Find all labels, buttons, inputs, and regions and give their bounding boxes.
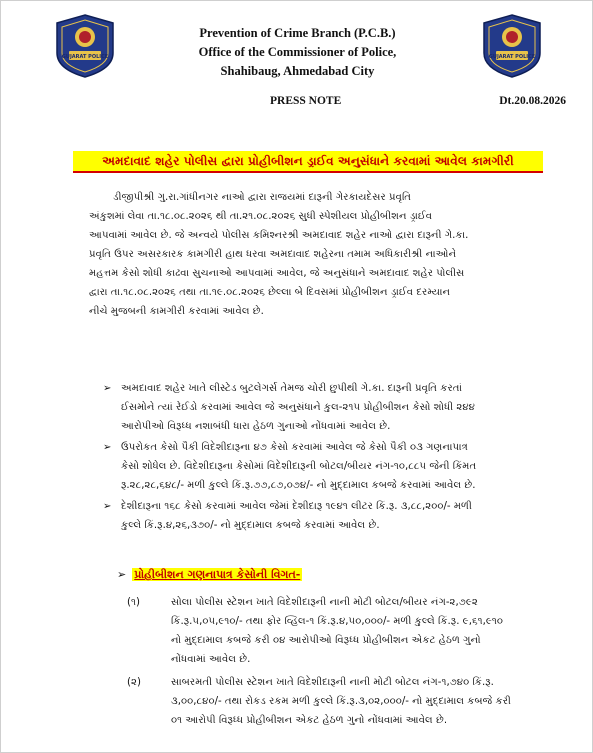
bullet-line: કેસો શોધેલ છે. વિદેશીદારૂના કેસોમાં વિદેશીદારૂની બોટલ/બીયર નંગ-૧૦,૮૮૫ જેની કિંમત (121, 461, 477, 472)
list-item (103, 497, 577, 535)
case-line: નો મુદ્દામાલ કબજે કરી ૦૪ આરોપીઓ વિરૂધ્ધ પ્રોહીબીશન એકટ હેઠળ ગુનો (171, 635, 481, 646)
arrow-bullet-icon: ➢ (117, 568, 127, 581)
case-number: (૧) (127, 597, 140, 608)
header-line-2: Office of the Commissioner of Police, (198, 45, 397, 59)
intro-line: નીચે મુજબની કામગીરી કરવામાં આવેલ છે. (89, 306, 264, 317)
arrow-bullet-icon: ➢ (103, 442, 112, 453)
summary-bullet-list (103, 379, 577, 537)
list-item (127, 673, 577, 730)
document-title: અમદાવાદ શહેર પોલીસ દ્વારા પ્રોહીબીશન ડ્રાઈવ અનુસંધાને કરવામાં આવેલ કામગીરી (73, 151, 543, 173)
arrow-bullet-icon: ➢ (103, 501, 112, 512)
bullet-line: ઈસમોને ત્યાં રેઈડો કરવામાં આવેલ જે અનુસંધાને કુલ-૨૧૫ પ્રોહીબીશન કેસો શોધી ૨૪૪ (121, 402, 475, 413)
intro-line: પ્રવૃતિ ઉપર અસરકારક કામગીરી હાથ ધરવા અમદાવાદ શહેરના તમામ અધિકારીશ્રી નાઓને (89, 249, 457, 260)
case-line: નોંધવામાં આવેલ છે. (171, 654, 251, 665)
case-line: સોલા પોલીસ સ્ટેશન ખાતે વિદેશીદારૂની નાની મોટી બોટલ/બીયર નંગ-૨,૭૯૨ (171, 597, 478, 608)
intro-paragraph (89, 188, 573, 321)
list-item (127, 593, 577, 669)
case-line: કિં.રૂ.૫,૦૫,૯૧૦/- તથા ફોર વ્હિલ-૧ કિં.રૂ.૪,૫૦,૦૦૦/- મળી કુલ્લે કિં.રૂ. ૯,૬૧,૯૧૦ (171, 616, 504, 627)
case-line: સાબરમતી પોલીસ સ્ટેશન ખાતે વિદેશીદારૂની નાની મોટી બોટલ નંગ-૧,૭૪૦ કિં.રૂ. (171, 677, 494, 688)
intro-line: દ્વારા તા.૧૮.૦૮.૨૦૨૬ તથા તા.૧૯.૦૮.૨૦૨૬ છેલ્લા બે દિવસમાં પ્રોહીબીશન ડ્રાઈવ દરમ્યાન (89, 287, 451, 298)
bullet-line: આરોપીઓ વિરૂધ્ધ નશાબંધી ધારા હેઠળ ગુનાઓ નોંધવામાં આવેલ છે. (121, 421, 391, 432)
intro-line: અંકુશમાં લેવા તા.૧૮.૦૮.૨૦૨૬ થી તા.૨૧.૦૮.૨૦૨૬ સુધી સ્પેશીયલ પ્રોહીબીશન ડ્રાઈવ (89, 211, 433, 222)
intro-line: આપવામાં આવેલ છે. જે અન્વયે પોલીસ કમિશ્નરશ્રી અમદાવાદ શહેર નાઓ દ્વારા દારૂની ગે.કા. (89, 230, 469, 241)
arrow-bullet-icon: ➢ (103, 383, 112, 394)
bullet-line: દેશીદારૂના ૧૬૮ કેસો કરવામાં આવેલ જેમાં દેશીદારૂ ૧૯૪૧ લીટર કિં.રૂ. ૩,૮૮,૨૦૦/- મળી (121, 501, 472, 512)
case-line: ૩,૦૦,૮૪૦/- તથા રોકડ રકમ મળી કુલ્લે કિં.રૂ.૩,૦૨,૦૦૦/- નો મુદ્દામાલ કબજે કરી (171, 696, 511, 707)
bullet-line: અમદાવાદ શહેર ખાતે લીસ્ટેડ બુટલેગર્સ તેમજ ચોરી છુપીથી ગે.કા. દારૂની પ્રવૃતિ કરતાં (121, 383, 462, 394)
list-item (103, 438, 577, 495)
cases-subheading (117, 568, 302, 582)
bullet-line: કુલ્લે કિં.રૂ.૪,૨૬,૩૭૦/- નો મુદ્દામાલ કબજે કરવામાં આવેલ છે. (121, 520, 380, 531)
bullet-line: રૂ.૨૮,૨૮,૬૪૮/- મળી કુલ્લે કિં.રૂ.૭૭,૮૭,૦૭૪/- નો મુદ્દામાલ કબજે કરવામાં આવેલ છે. (121, 480, 476, 491)
header-line-1: Prevention of Crime Branch (P.C.B.) (199, 26, 396, 40)
list-item (103, 379, 577, 436)
intro-line: ડીજીપીશ્રી ગુ.રા.ગાંધીનગર નાઓ દ્વારા રાજયમાં દારૂની ગેરકાયદેસર પ્રવૃતિ (113, 192, 412, 203)
case-line: ૦૧ આરોપી વિરૂધ્ધ પ્રોહીબીશન એકટ હેઠળ ગુનો નોંધવામાં આવેલ છે. (171, 715, 448, 726)
emblem-text: GUJARAT POLICE (488, 54, 536, 60)
header-line-3: Shahibaug, Ahmedabad City (220, 64, 375, 78)
document-date: Dt.20.08.2026 (499, 95, 566, 107)
intro-line: મહત્તમ કેસો શોધી કાઢવા સુચનાઓ આપવામાં આવેલ, જે અનુસંધાને અમદાવાદ શહેર પોલીસ (89, 268, 465, 279)
cases-list (127, 593, 577, 734)
bullet-line: ઉપરોકત કેસો પૈકી વિદેશીદારૂના ૪૭ કેસો કરવામાં આવેલ જે કેસો પૈકી ૦૩ ગણનાપાત્ર (121, 442, 468, 453)
emblem-text: GUJARAT POLICE (61, 54, 109, 60)
case-number: (૨) (127, 677, 141, 688)
subheading-text: પ્રોહીબીશન ગણનાપાત્ર કેસોની વિગત- (134, 568, 301, 581)
press-note-label: PRESS NOTE (270, 95, 342, 107)
